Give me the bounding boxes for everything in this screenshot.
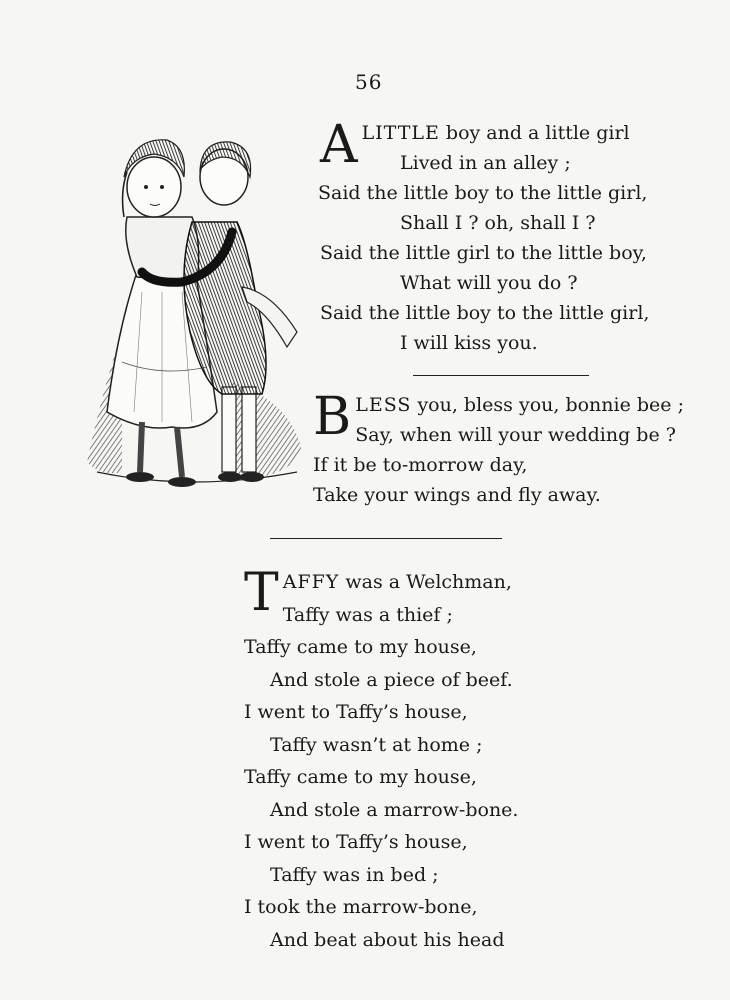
poem-line: And beat about his head	[270, 928, 505, 951]
poem-line: I will kiss you.	[400, 332, 538, 354]
poem-line: LESS you, bless you, bonnie bee ;	[355, 394, 684, 416]
poem-little-boy-little-girl	[318, 115, 650, 358]
page-number: 56	[355, 70, 383, 94]
poem-line: I went to Taffy’s house,	[244, 831, 468, 853]
drop-cap: A	[320, 115, 358, 175]
poem-line: And stole a marrow-bone.	[270, 798, 519, 821]
drop-cap: T	[244, 563, 279, 623]
poem-line: Take your wings and fly away.	[313, 484, 601, 506]
poem-line: Say, when will your wedding be ?	[355, 424, 676, 446]
poem-line: I took the marrow-bone,	[244, 896, 478, 918]
poem-line: AFFY was a Welchman,	[282, 571, 512, 593]
boy-and-girl-illustration	[82, 132, 307, 497]
poem-line: Taffy was a thief ;	[282, 603, 453, 626]
drop-cap: B	[313, 387, 352, 447]
poem-line: Taffy was in bed ;	[270, 863, 439, 886]
section-divider	[270, 538, 502, 539]
poem-line: I went to Taffy’s house,	[244, 701, 468, 723]
poem-line: And stole a piece of beef.	[270, 668, 513, 691]
poem-line: Said the little boy to the little girl,	[320, 302, 650, 324]
poem-line: If it be to-morrow day,	[313, 454, 528, 476]
poem-line: Lived in an alley ;	[400, 152, 571, 174]
poem-line: Said the little boy to the little girl,	[318, 182, 648, 204]
poem-taffy-was-a-welchman	[244, 563, 519, 956]
poem-line: LITTLE boy and a little girl	[361, 122, 630, 144]
section-divider	[413, 375, 589, 376]
poem-line: What will you do ?	[400, 272, 578, 294]
poem-line: Taffy came to my house,	[244, 766, 477, 788]
poem-line: Taffy came to my house,	[244, 636, 477, 658]
poem-bless-you-bonnie-bee	[313, 387, 684, 510]
poem-line: Taffy wasn’t at home ;	[270, 733, 483, 756]
poem-line: Said the little girl to the little boy,	[320, 242, 647, 264]
poem-line: Shall I ? oh, shall I ?	[400, 212, 596, 234]
